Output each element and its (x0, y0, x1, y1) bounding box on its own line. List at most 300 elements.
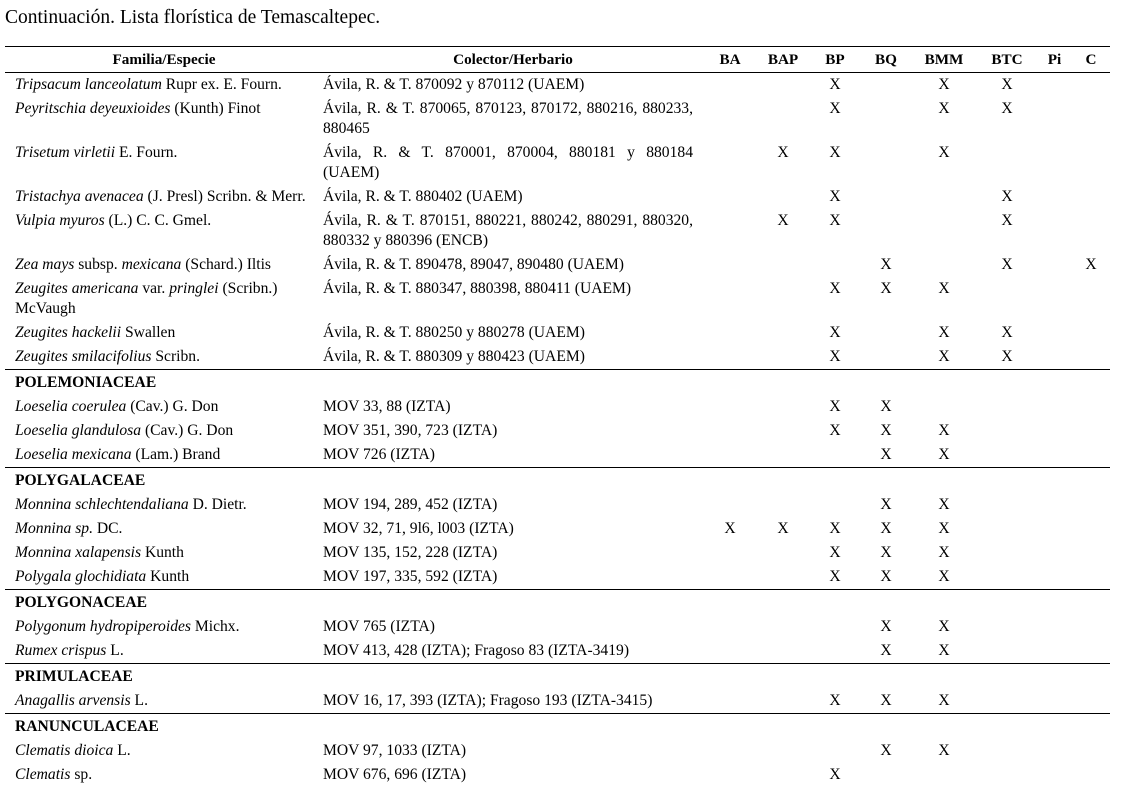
presence-cell-bap (757, 419, 809, 443)
species-cell (5, 73, 323, 98)
species-cell (5, 97, 323, 141)
species-name: Anagallis arvensis (15, 692, 131, 709)
presence-cell-bq: X (880, 422, 892, 439)
header-familia-especie: Familia/Especie (5, 47, 323, 73)
presence-cell-bp: X (829, 692, 841, 709)
presence-cell-ba (703, 565, 757, 590)
presence-cell-bap (757, 97, 809, 141)
presence-cell-bmm (911, 209, 977, 253)
table-caption: Continuación. Lista florística de Temascaltepec. (5, 7, 381, 28)
species-authority: Michx. (190, 618, 240, 635)
collector-cell: MOV 351, 390, 723 (IZTA) (323, 422, 498, 439)
presence-cell-bmm: X (938, 642, 950, 659)
species-cell (5, 493, 323, 517)
presence-cell-pi (1037, 321, 1072, 345)
presence-cell-c (1072, 689, 1110, 714)
presence-cell-pi (1037, 141, 1072, 185)
collector-cell: Ávila, R. & T. 870065, 870123, 870172, 880216, 880233, 880465 (323, 100, 693, 137)
presence-cell-ba (703, 321, 757, 345)
species-row (5, 97, 1110, 141)
presence-cell-btc (977, 739, 1037, 763)
species-cell (5, 565, 323, 590)
presence-cell-c (1072, 141, 1110, 185)
presence-cell-bap (757, 345, 809, 370)
presence-cell-bp: X (829, 212, 841, 229)
presence-cell-pi (1037, 541, 1072, 565)
presence-cell-bmm: X (938, 280, 950, 297)
presence-cell-btc (977, 565, 1037, 590)
presence-cell-c (1072, 639, 1110, 664)
species-name: Monnina schlechtendaliana (15, 496, 189, 513)
presence-cell-pi (1037, 763, 1072, 787)
species-cell (5, 615, 323, 639)
presence-cell-bap (757, 615, 809, 639)
collector-cell: MOV 97, 1033 (IZTA) (323, 742, 467, 759)
species-row (5, 739, 1110, 763)
presence-cell-bq: X (880, 742, 892, 759)
presence-cell-ba (703, 493, 757, 517)
table-body (5, 73, 1110, 788)
presence-cell-btc (977, 517, 1037, 541)
species-cell (5, 253, 323, 277)
presence-cell-bp (809, 615, 861, 639)
species-cell (5, 141, 323, 185)
presence-cell-btc (977, 395, 1037, 419)
presence-cell-pi (1037, 689, 1072, 714)
species-row (5, 185, 1110, 209)
species-name: Zea mays (15, 256, 75, 273)
presence-cell-ba: X (724, 520, 736, 537)
presence-cell-bap (757, 763, 809, 787)
species-name: Monnina sp. (15, 520, 93, 537)
header-ba: BA (703, 47, 757, 73)
header-colector-herbario: Colector/Herbario (323, 47, 703, 73)
presence-cell-ba (703, 209, 757, 253)
presence-cell-bmm: X (938, 520, 950, 537)
species-cell (5, 739, 323, 763)
presence-cell-bap (757, 321, 809, 345)
presence-cell-c (1072, 395, 1110, 419)
species-cell (5, 209, 323, 253)
presence-cell-bap (757, 493, 809, 517)
species-row (5, 73, 1110, 98)
species-row (5, 689, 1110, 714)
presence-cell-btc (977, 443, 1037, 468)
collector-cell: Ávila, R. & T. 870001, 870004, 880181 y 880184 (UAEM) (323, 144, 693, 181)
species-name: Zeugites americana (15, 280, 139, 297)
species-name: Rumex crispus (15, 642, 107, 659)
presence-cell-c (1072, 541, 1110, 565)
presence-cell-bmm: X (938, 100, 950, 117)
family-name: POLEMONIACEAE (5, 370, 1110, 396)
presence-cell-c (1072, 517, 1110, 541)
species-cell (5, 517, 323, 541)
presence-cell-ba (703, 277, 757, 321)
header-btc: BTC (977, 47, 1037, 73)
presence-cell-bp (809, 253, 861, 277)
presence-cell-ba (703, 639, 757, 664)
presence-cell-pi (1037, 73, 1072, 98)
presence-cell-bmm: X (938, 618, 950, 635)
family-row (5, 370, 1110, 396)
infraspecific-name: mexicana (121, 256, 182, 273)
presence-cell-ba (703, 185, 757, 209)
presence-cell-btc: X (1001, 212, 1013, 229)
presence-cell-bmm: X (938, 76, 950, 93)
species-authority: (Lam.) Brand (131, 446, 221, 463)
collector-cell: Ávila, R. & T. 890478, 89047, 890480 (UAEM) (323, 256, 624, 273)
species-name: Loeselia coerulea (15, 398, 127, 415)
presence-cell-bap (757, 541, 809, 565)
presence-cell-ba (703, 689, 757, 714)
presence-cell-bmm: X (938, 422, 950, 439)
species-name: Loeselia glandulosa (15, 422, 142, 439)
presence-cell-bap (757, 565, 809, 590)
species-cell (5, 541, 323, 565)
presence-cell-ba (703, 419, 757, 443)
collector-cell: MOV 676, 696 (IZTA) (323, 766, 467, 783)
presence-cell-bmm: X (938, 544, 950, 561)
presence-cell-bp: X (829, 76, 841, 93)
infraspecific-authority: (Schard.) Iltis (181, 256, 271, 273)
species-authority: Swallen (121, 324, 176, 341)
species-row (5, 209, 1110, 253)
presence-cell-bap: X (777, 144, 789, 161)
presence-cell-ba (703, 615, 757, 639)
presence-cell-bmm: X (938, 692, 950, 709)
presence-cell-btc: X (1001, 188, 1013, 205)
presence-cell-bq: X (880, 568, 892, 585)
presence-cell-pi (1037, 739, 1072, 763)
infraspecific-name: pringlei (169, 280, 219, 297)
species-name: Clematis (15, 766, 71, 783)
species-authority: (Cav.) G. Don (141, 422, 234, 439)
presence-cell-bp: X (829, 144, 841, 161)
species-authority: (Cav.) G. Don (126, 398, 219, 415)
presence-cell-btc (977, 689, 1037, 714)
presence-cell-btc (977, 763, 1037, 787)
presence-cell-bap (757, 73, 809, 98)
collector-cell: Ávila, R. & T. 880402 (UAEM) (323, 188, 523, 205)
presence-cell-btc (977, 541, 1037, 565)
species-row (5, 493, 1110, 517)
presence-cell-bq: X (880, 280, 892, 297)
presence-cell-c (1072, 73, 1110, 98)
species-name: Zeugites smilacifolius (15, 348, 152, 365)
species-name: Trisetum virletii (15, 144, 116, 161)
presence-cell-ba (703, 763, 757, 787)
presence-cell-bq (861, 97, 911, 141)
presence-cell-c (1072, 493, 1110, 517)
species-row (5, 277, 1110, 321)
species-name: Clematis dioica (15, 742, 114, 759)
species-authority: DC. (92, 520, 123, 537)
presence-cell-pi (1037, 277, 1072, 321)
presence-cell-bp: X (829, 324, 841, 341)
collector-cell: MOV 16, 17, 393 (IZTA); Fragoso 193 (IZTA-3415) (323, 692, 653, 709)
presence-cell-pi (1037, 443, 1072, 468)
presence-cell-bp (809, 739, 861, 763)
presence-cell-btc (977, 277, 1037, 321)
species-row (5, 639, 1110, 664)
header-bp: BP (809, 47, 861, 73)
presence-cell-ba (703, 73, 757, 98)
presence-cell-pi (1037, 493, 1072, 517)
presence-cell-bap (757, 277, 809, 321)
species-row (5, 443, 1110, 468)
presence-cell-bq: X (880, 642, 892, 659)
species-cell (5, 277, 323, 321)
presence-cell-c (1072, 419, 1110, 443)
presence-cell-bp: X (829, 188, 841, 205)
presence-cell-c (1072, 739, 1110, 763)
presence-cell-c: X (1085, 256, 1097, 273)
family-name: RANUNCULACEAE (5, 714, 1110, 740)
species-authority: var. (138, 280, 170, 297)
presence-cell-bap (757, 185, 809, 209)
presence-cell-ba (703, 97, 757, 141)
collector-cell: Ávila, R. & T. 880250 y 880278 (UAEM) (323, 324, 585, 341)
presence-cell-bp (809, 493, 861, 517)
family-name: POLYGALACEAE (5, 468, 1110, 494)
species-row (5, 419, 1110, 443)
presence-cell-bmm (911, 185, 977, 209)
presence-cell-ba (703, 253, 757, 277)
presence-cell-bp: X (829, 520, 841, 537)
presence-cell-pi (1037, 345, 1072, 370)
presence-cell-bmm: X (938, 324, 950, 341)
presence-cell-bq (861, 73, 911, 98)
presence-cell-bmm: X (938, 348, 950, 365)
presence-cell-btc: X (1001, 256, 1013, 273)
presence-cell-c (1072, 345, 1110, 370)
presence-cell-bap (757, 395, 809, 419)
species-cell (5, 689, 323, 714)
family-row (5, 714, 1110, 740)
presence-cell-bmm: X (938, 446, 950, 463)
species-name: Tripsacum lanceolatum (15, 76, 162, 93)
species-row (5, 517, 1110, 541)
species-authority: Kunth (141, 544, 184, 561)
presence-cell-pi (1037, 185, 1072, 209)
presence-cell-bap (757, 443, 809, 468)
presence-cell-bp: X (829, 348, 841, 365)
presence-cell-bp: X (829, 568, 841, 585)
species-name: Tristachya avenacea (15, 188, 144, 205)
presence-cell-bap: X (777, 520, 789, 537)
presence-cell-pi (1037, 253, 1072, 277)
collector-cell: MOV 765 (IZTA) (323, 618, 435, 635)
presence-cell-bq (861, 321, 911, 345)
species-authority: Rupr ex. E. Fourn. (161, 76, 282, 93)
floristic-table (5, 46, 1110, 787)
presence-cell-bmm (911, 395, 977, 419)
species-name: Loeselia mexicana (15, 446, 132, 463)
presence-cell-bp: X (829, 422, 841, 439)
presence-cell-pi (1037, 517, 1072, 541)
species-cell (5, 321, 323, 345)
species-cell (5, 443, 323, 468)
presence-cell-btc (977, 419, 1037, 443)
species-name: Peyritschia deyeuxioides (15, 100, 171, 117)
header-row (5, 47, 1110, 73)
presence-cell-bp (809, 443, 861, 468)
presence-cell-bp: X (829, 280, 841, 297)
presence-cell-btc: X (1001, 100, 1013, 117)
presence-cell-bap (757, 253, 809, 277)
species-authority: sp. (70, 766, 93, 783)
presence-cell-c (1072, 185, 1110, 209)
collector-cell: MOV 33, 88 (IZTA) (323, 398, 451, 415)
family-name: POLYGONACEAE (5, 590, 1110, 616)
presence-cell-bap (757, 639, 809, 664)
presence-cell-bp (809, 639, 861, 664)
presence-cell-c (1072, 615, 1110, 639)
collector-cell: MOV 413, 428 (IZTA); Fragoso 83 (IZTA-3419) (323, 642, 630, 659)
species-name: Vulpia myuros (15, 212, 105, 229)
family-row (5, 468, 1110, 494)
presence-cell-bq: X (880, 496, 892, 513)
presence-cell-bq: X (880, 618, 892, 635)
collector-cell: Ávila, R. & T. 870151, 880221, 880242, 880291, 880320, 880332 y 880396 (ENCB) (323, 212, 693, 249)
species-cell (5, 419, 323, 443)
species-authority: subsp. (74, 256, 122, 273)
presence-cell-pi (1037, 97, 1072, 141)
collector-cell: Ávila, R. & T. 870092 y 870112 (UAEM) (323, 76, 585, 93)
presence-cell-c (1072, 565, 1110, 590)
species-authority: D. Dietr. (188, 496, 247, 513)
presence-cell-pi (1037, 419, 1072, 443)
presence-cell-c (1072, 321, 1110, 345)
species-cell (5, 639, 323, 664)
presence-cell-pi (1037, 209, 1072, 253)
header-bmm: BMM (911, 47, 977, 73)
species-cell (5, 763, 323, 787)
presence-cell-btc (977, 141, 1037, 185)
collector-cell: MOV 135, 152, 228 (IZTA) (323, 544, 498, 561)
presence-cell-bq: X (880, 398, 892, 415)
presence-cell-c (1072, 277, 1110, 321)
header-bap: BAP (757, 47, 809, 73)
family-name: PRIMULACEAE (5, 664, 1110, 690)
presence-cell-bmm: X (938, 496, 950, 513)
presence-cell-bmm: X (938, 144, 950, 161)
species-authority: L. (106, 642, 124, 659)
header-c: C (1072, 47, 1110, 73)
species-authority: Scribn. (151, 348, 200, 365)
species-authority: E. Fourn. (115, 144, 178, 161)
species-row (5, 141, 1110, 185)
presence-cell-bq (861, 345, 911, 370)
collector-cell: MOV 726 (IZTA) (323, 446, 435, 463)
header-bq: BQ (861, 47, 911, 73)
presence-cell-bap (757, 739, 809, 763)
species-name: Polygala glochidiata (15, 568, 147, 585)
presence-cell-pi (1037, 565, 1072, 590)
species-row (5, 395, 1110, 419)
infraspecific-authority: (Scribn.) McVaugh (15, 280, 278, 317)
presence-cell-c (1072, 209, 1110, 253)
header-pi: Pi (1037, 47, 1072, 73)
presence-cell-bap: X (777, 212, 789, 229)
presence-cell-c (1072, 763, 1110, 787)
collector-cell: MOV 194, 289, 452 (IZTA) (323, 496, 498, 513)
species-row (5, 541, 1110, 565)
species-authority: L. (130, 692, 148, 709)
presence-cell-ba (703, 345, 757, 370)
species-authority: (Kunth) Finot (170, 100, 261, 117)
presence-cell-pi (1037, 615, 1072, 639)
presence-cell-btc: X (1001, 76, 1013, 93)
presence-cell-btc (977, 615, 1037, 639)
presence-cell-bq: X (880, 446, 892, 463)
species-cell (5, 345, 323, 370)
presence-cell-bp: X (829, 100, 841, 117)
species-authority: (J. Presl) Scribn. & Merr. (143, 188, 306, 205)
species-row (5, 763, 1110, 787)
presence-cell-bq: X (880, 692, 892, 709)
species-name: Polygonum hydropiperoides (15, 618, 191, 635)
family-row (5, 664, 1110, 690)
collector-cell: MOV 197, 335, 592 (IZTA) (323, 568, 498, 585)
presence-cell-bq: X (880, 520, 892, 537)
collector-cell: MOV 32, 71, 9l6, l003 (IZTA) (323, 520, 514, 537)
species-cell (5, 185, 323, 209)
presence-cell-btc: X (1001, 324, 1013, 341)
presence-cell-bq (861, 209, 911, 253)
species-authority: L. (113, 742, 131, 759)
presence-cell-ba (703, 443, 757, 468)
presence-cell-ba (703, 541, 757, 565)
presence-cell-bq: X (880, 256, 892, 273)
presence-cell-ba (703, 395, 757, 419)
presence-cell-ba (703, 739, 757, 763)
presence-cell-ba (703, 141, 757, 185)
species-authority: (L.) C. C. Gmel. (104, 212, 212, 229)
presence-cell-c (1072, 97, 1110, 141)
presence-cell-bp: X (829, 544, 841, 561)
presence-cell-bmm: X (938, 568, 950, 585)
presence-cell-pi (1037, 639, 1072, 664)
presence-cell-btc: X (1001, 348, 1013, 365)
presence-cell-bq (861, 141, 911, 185)
species-row (5, 565, 1110, 590)
presence-cell-btc (977, 639, 1037, 664)
species-row (5, 615, 1110, 639)
presence-cell-bap (757, 689, 809, 714)
presence-cell-bq: X (880, 544, 892, 561)
presence-cell-bmm: X (938, 742, 950, 759)
species-row (5, 345, 1110, 370)
presence-cell-bq (861, 763, 911, 787)
species-authority: Kunth (146, 568, 190, 585)
species-row (5, 253, 1110, 277)
presence-cell-bmm (911, 253, 977, 277)
species-name: Monnina xalapensis (15, 544, 142, 561)
presence-cell-pi (1037, 395, 1072, 419)
species-name: Zeugites hackelii (15, 324, 122, 341)
presence-cell-bp: X (829, 398, 841, 415)
presence-cell-c (1072, 443, 1110, 468)
presence-cell-bp: X (829, 766, 841, 783)
species-row (5, 321, 1110, 345)
family-row (5, 590, 1110, 616)
presence-cell-bmm (911, 763, 977, 787)
collector-cell: Ávila, R. & T. 880347, 880398, 880411 (UAEM) (323, 280, 632, 297)
presence-cell-btc (977, 493, 1037, 517)
presence-cell-bq (861, 185, 911, 209)
species-cell (5, 395, 323, 419)
